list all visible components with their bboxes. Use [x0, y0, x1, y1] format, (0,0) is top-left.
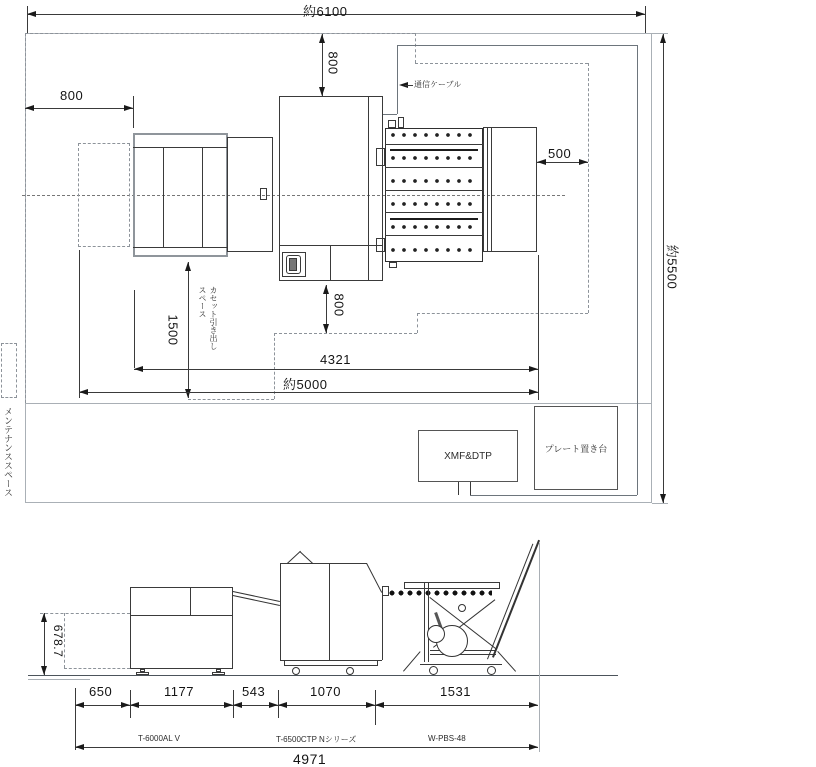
drawing-line: 約5500	[664, 244, 680, 290]
drawing-line	[28, 679, 90, 680]
plate-stand-box	[534, 406, 618, 490]
drawing-line: 800	[331, 293, 347, 317]
wheel-circle	[487, 666, 496, 675]
drawing-line	[188, 399, 274, 400]
drawing-line	[75, 688, 76, 750]
dimension-arrow	[319, 87, 325, 96]
drawing-line	[487, 544, 533, 660]
drawing-line	[470, 482, 471, 495]
dimension-arrow	[124, 105, 133, 111]
drawing-line	[652, 503, 668, 504]
dimension-arrow	[75, 744, 84, 750]
drawing-line: 1177	[164, 684, 194, 699]
drawing-line	[188, 262, 189, 398]
workstation-label: XMF&DTP	[444, 450, 492, 462]
plate-stand-label: プレート置き台	[544, 443, 608, 454]
drawing-line	[25, 403, 652, 404]
drawing-line	[403, 651, 421, 671]
drawing-line	[397, 45, 398, 114]
drawing-line	[383, 114, 397, 115]
drawing-line	[133, 96, 134, 128]
drawing-line: 650	[89, 684, 113, 699]
ground-line	[28, 675, 618, 676]
drawing-line	[385, 167, 483, 168]
outline-box	[130, 587, 233, 669]
drawing-line: 800	[325, 51, 341, 75]
outline-box	[398, 117, 404, 128]
drawing-line: 4971	[293, 751, 327, 767]
dimension-arrow	[130, 702, 139, 708]
dimension-arrow	[27, 11, 36, 17]
drawing-line	[385, 144, 483, 145]
dimension-arrow	[636, 11, 645, 17]
outline-box	[404, 582, 500, 589]
dimension-arrow	[366, 702, 375, 708]
drawing-line	[25, 108, 133, 109]
drawing-line	[279, 245, 383, 246]
drawing-line	[652, 33, 668, 34]
drawing-line	[497, 651, 516, 672]
drawing-line	[487, 127, 488, 252]
dimension-arrow	[375, 702, 384, 708]
drawing-line	[79, 250, 80, 398]
drawing-line	[415, 33, 416, 63]
drawing-line	[588, 63, 589, 313]
drawing-line	[417, 313, 418, 333]
drawing-line: 678.7	[51, 624, 65, 658]
drawing-line	[415, 63, 588, 64]
plan-cassette-extension	[78, 143, 130, 247]
drawing-line	[274, 333, 417, 334]
drawing-line	[645, 6, 646, 33]
drawing-line	[130, 615, 233, 616]
drawing-line	[75, 747, 538, 748]
outline-box	[284, 660, 378, 666]
roller-row	[388, 589, 492, 597]
drawing-line	[163, 147, 164, 247]
outline-box	[382, 586, 389, 596]
drawing-line	[190, 587, 191, 615]
dimension-arrow	[529, 744, 538, 750]
drawing-line	[368, 96, 369, 281]
dimension-arrow	[323, 324, 329, 333]
dimension-arrow	[134, 366, 143, 372]
comm-cable-label: 通信ケーブル	[414, 80, 462, 89]
dimension-arrow	[185, 262, 191, 271]
dimension-arrow	[41, 666, 47, 675]
dimension-arrow	[579, 159, 588, 165]
drawing-line	[458, 482, 459, 495]
plan-autoloader	[133, 133, 228, 257]
dimension-arrow	[233, 702, 242, 708]
drawing-line	[40, 613, 130, 614]
drawing-line	[405, 85, 413, 86]
roller-row	[389, 223, 479, 232]
dimension-arrow	[269, 702, 278, 708]
drawing-line	[133, 147, 228, 148]
drawing-line: 1070	[310, 684, 341, 699]
outline-box	[212, 672, 225, 675]
drawing-line	[397, 45, 637, 46]
drawing-line	[25, 33, 26, 403]
outline-box	[136, 672, 149, 675]
drawing-line: 約5000	[283, 377, 328, 392]
wheel-circle	[458, 604, 466, 612]
drawing-line: 1500	[165, 314, 181, 346]
dimension-arrow	[529, 702, 538, 708]
dimension-arrow	[390, 218, 478, 220]
drawing-line	[202, 147, 203, 247]
drawing-line	[25, 33, 415, 34]
dimension-arrow	[660, 494, 666, 503]
drawing-line	[280, 563, 367, 564]
drawing-line	[430, 654, 496, 655]
stacker-arm	[492, 540, 540, 658]
roller-row	[389, 131, 479, 140]
panel-display	[289, 258, 297, 271]
plan-center-block	[260, 188, 267, 200]
drawing-line	[385, 235, 483, 236]
outline-box	[388, 120, 396, 128]
dimension-arrow	[319, 34, 325, 43]
dimension-arrow	[278, 702, 287, 708]
drawing-line	[420, 664, 502, 665]
roller-row	[389, 154, 479, 163]
wheel-circle	[346, 667, 354, 675]
drawing-line	[274, 333, 275, 399]
dimension-arrow	[185, 389, 191, 398]
drawing-line: 1531	[440, 684, 471, 699]
dimension-arrow	[390, 149, 478, 151]
drawing-line	[385, 190, 483, 191]
maintenance-space-label: メンテナンススペース	[3, 407, 13, 497]
drawing-line: 543	[242, 684, 266, 699]
drawing-line	[538, 255, 539, 400]
wheel-circle	[292, 667, 300, 675]
dimension-arrow	[660, 34, 666, 43]
dimension-arrow	[529, 389, 538, 395]
dimension-arrow	[41, 613, 47, 622]
label-t6500: T-6500CTP Nシリーズ	[276, 735, 357, 744]
dimension-arrow	[121, 702, 130, 708]
drawing-line	[75, 705, 538, 706]
drawing-line	[385, 212, 483, 213]
drawing-line	[134, 290, 135, 368]
roller-row	[389, 200, 479, 209]
drawing-line: カセット引き出し	[209, 286, 218, 350]
drawing-line: スペース	[198, 286, 207, 318]
drawing-line	[287, 551, 301, 564]
dimension-arrow	[224, 702, 233, 708]
dimension-arrow	[529, 366, 538, 372]
drawing-line	[539, 543, 540, 752]
outline-box	[376, 148, 385, 166]
wheel-circle	[429, 666, 438, 675]
maintenance-hatch	[1, 343, 17, 398]
drawing-line: 4321	[320, 352, 351, 367]
drawing-line: 800	[60, 88, 84, 103]
dimension-arrow	[75, 702, 84, 708]
dimension-arrow	[537, 159, 546, 165]
drawing-line	[133, 247, 228, 248]
drawing-line	[64, 668, 130, 669]
drawing-line	[637, 45, 638, 495]
drawing-line	[134, 369, 538, 370]
drawing-line	[382, 592, 383, 660]
roller-row	[389, 177, 479, 186]
dim-label-6100: 約6100	[303, 4, 348, 19]
label-wpbs: W-PBS-48	[428, 734, 466, 743]
drawing-line	[299, 551, 313, 564]
drawing-line	[417, 313, 588, 314]
roller-row	[389, 246, 479, 255]
cassette-space-label	[197, 286, 219, 362]
wheel-circle	[427, 625, 445, 643]
drawing-line	[27, 6, 28, 33]
drawing-line	[491, 127, 492, 252]
dimension-arrow	[79, 389, 88, 395]
drawing-line	[280, 563, 281, 660]
outline-box	[389, 262, 397, 268]
drawing-line	[330, 245, 331, 281]
dimension-arrow	[25, 105, 34, 111]
dimension-arrow	[323, 285, 329, 294]
outline-box	[376, 238, 385, 252]
drawing-line: 500	[548, 146, 572, 161]
drawing-line	[428, 583, 429, 662]
drawing-line	[329, 563, 330, 660]
drawing-line	[470, 495, 637, 496]
workstation-box	[418, 430, 518, 482]
drawing-line	[366, 563, 382, 593]
drawing-line	[424, 583, 425, 662]
label-t6000: T-6000AL V	[138, 734, 180, 743]
